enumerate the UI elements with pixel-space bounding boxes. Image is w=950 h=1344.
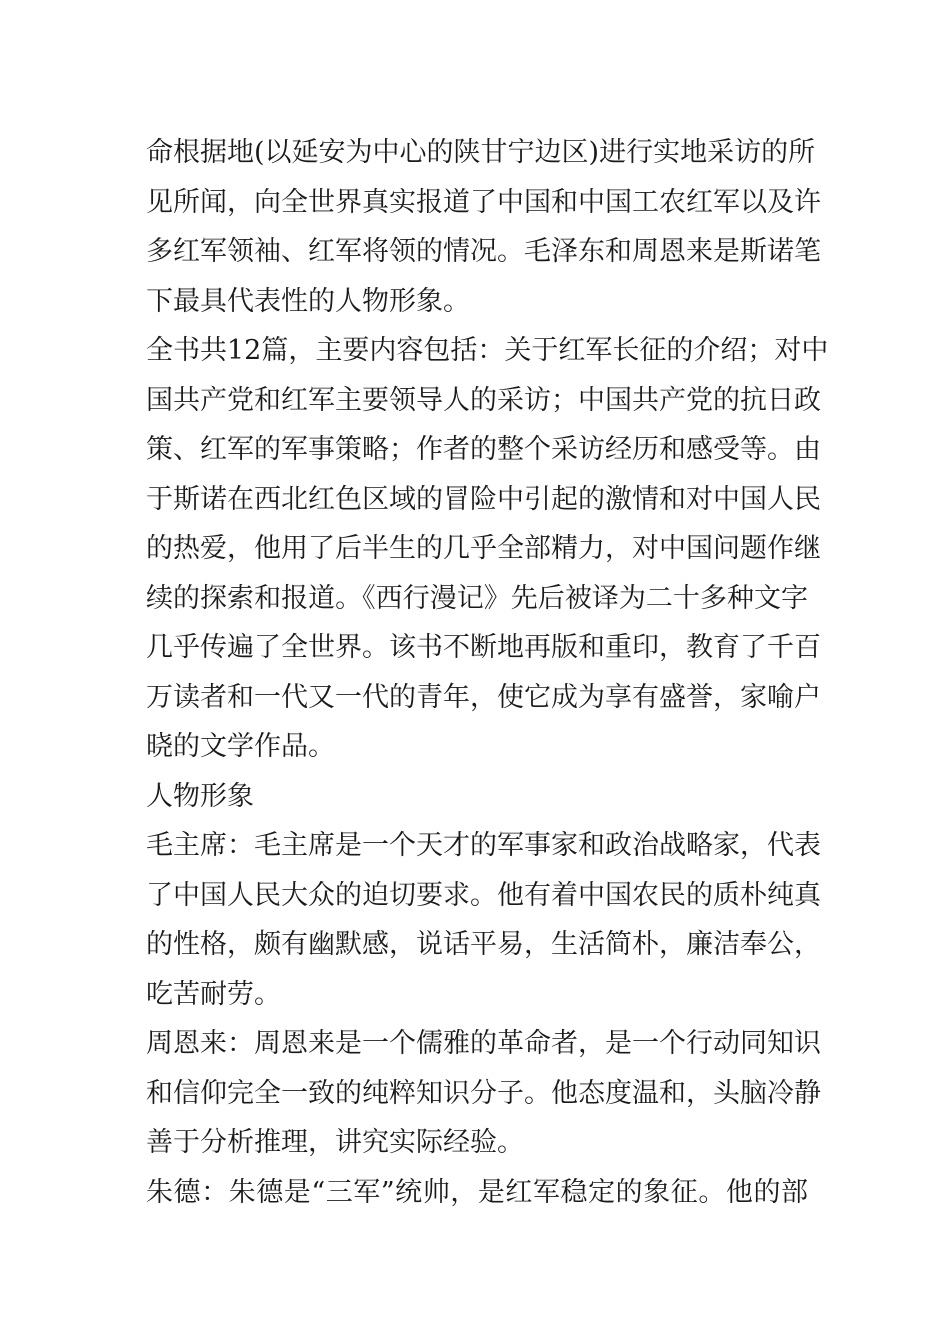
text-line: 下最具代表性的人物形象。 <box>146 285 470 317</box>
text-line: 善于分析推理，讲究实际经验。 <box>146 1127 524 1158</box>
text-line: 全书共12篇，主要内容包括：关于红军长征的介绍；对中 <box>146 335 829 366</box>
text-line: 国共产党和红军主要领导人的采访；中国共产党的抗日政 <box>146 384 821 416</box>
text-line: 命根据地(以延安为中心的陕甘宁边区)进行实地采访的所 <box>146 137 816 168</box>
text-line: 毛主席：毛主席是一个天才的军事家和政治战略家，代表 <box>146 830 821 861</box>
text-line: 策、红军的军事策略；作者的整个采访经历和感受等。由 <box>146 434 821 465</box>
text-line: 多红军领袖、红军将领的情况。毛泽东和周恩来是斯诺笔 <box>146 236 821 267</box>
text-line: 吃苦耐劳。 <box>146 978 281 1010</box>
text-line: 周恩来：周恩来是一个儒雅的革命者，是一个行动同知识 <box>146 1028 821 1059</box>
text-line: 于斯诺在西北红色区域的冒险中引起的激情和对中国人民 <box>146 483 821 515</box>
text-line: 续的探索和报道。《西行漫记》先后被译为二十多种文字 <box>146 582 808 614</box>
text-line: 朱德：朱德是“三军”统帅，是红军稳定的象征。他的部 <box>146 1176 808 1208</box>
text-line: 晓的文学作品。 <box>146 731 335 762</box>
text-line: 的性格，颇有幽默感，说话平易，生活简朴，廉洁奉公， <box>146 929 821 960</box>
text-line: 万读者和一代又一代的青年，使它成为享有盛誉，家喻户 <box>146 681 821 713</box>
document-body <box>146 128 829 1217</box>
text-line: 见所闻，向全世界真实报道了中国和中国工农红军以及许 <box>146 186 821 218</box>
text-line: 几乎传遍了全世界。该书不断地再版和重印，教育了千百 <box>146 632 821 663</box>
text-line: 了中国人民大众的迫切要求。他有着中国农民的质朴纯真 <box>146 879 821 911</box>
text-line: 的热爱，他用了后半生的几乎全部精力，对中国问题作继 <box>146 533 821 564</box>
text-line: 和信仰完全一致的纯粹知识分子。他态度温和，头脑冷静 <box>146 1077 821 1109</box>
text-line: 人物形象 <box>146 780 254 812</box>
